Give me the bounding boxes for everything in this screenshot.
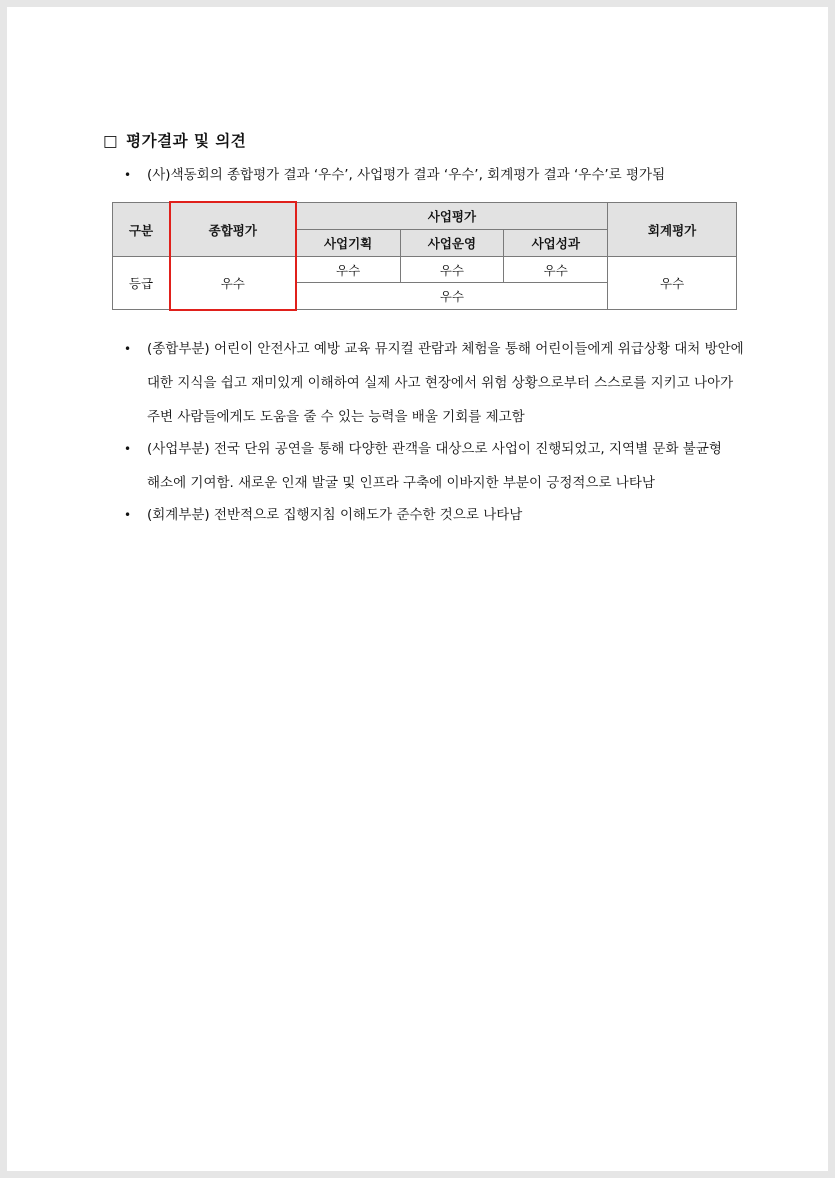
header-category: 구분 <box>113 203 170 257</box>
checkbox-icon: □ <box>103 132 119 150</box>
section-heading <box>103 129 246 151</box>
detail-line: (회계부분) 전반적으로 집행지침 이해도가 준수한 것으로 나타남 <box>147 507 523 523</box>
cell-overall-grade: 우수 <box>169 257 296 310</box>
detail-line: (종합부분) 어린이 안전사고 예방 교육 뮤지컬 관람과 체험을 통해 어린이들에게 위급상황 대처 방안에 <box>147 341 744 357</box>
subheader-planning: 사업기획 <box>296 230 400 257</box>
cell-performance-grade: 우수 <box>504 257 608 283</box>
detail-bullet-overall <box>125 332 745 434</box>
bullet-icon: • <box>124 168 132 182</box>
subheader-operation: 사업운영 <box>400 230 504 257</box>
summary-text: (사)색동회의 종합평가 결과 ‘우수’, 사업평가 결과 ‘우수’, 회계평가 결과 ‘우수’로 평가됨 <box>147 167 666 183</box>
cell-accounting-grade: 우수 <box>608 257 737 310</box>
subheader-performance: 사업성과 <box>504 230 608 257</box>
detail-line: (사업부분) 전국 단위 공연을 통해 다양한 관객을 대상으로 사업이 진행되었고, 지역별 문화 불균형 <box>147 441 722 457</box>
overall-column-highlight <box>169 201 297 311</box>
detail-bullet-project <box>125 432 745 500</box>
section-title: 평가결과 및 의견 <box>126 132 247 150</box>
bullet-icon: • <box>124 442 132 456</box>
detail-line: 대한 지식을 쉽고 재미있게 이해하여 실제 사고 현장에서 위험 상황으로부터 스스로를 지키고 나아가 <box>147 375 734 391</box>
bullet-icon: • <box>124 342 132 356</box>
header-overall: 종합평가 <box>169 203 296 257</box>
cell-project-total-grade: 우수 <box>296 283 607 310</box>
document-page <box>7 7 828 1171</box>
detail-line: 주변 사람들에게도 도움을 줄 수 있는 능력을 배울 기회를 제고함 <box>147 409 525 425</box>
detail-line: 해소에 기여함. 새로운 인재 발굴 및 인프라 구축에 이바지한 부분이 긍정적으로 나타남 <box>147 475 655 491</box>
header-project: 사업평가 <box>296 203 607 230</box>
header-accounting: 회계평가 <box>608 203 737 257</box>
detail-bullet-accounting <box>125 498 745 532</box>
cell-planning-grade: 우수 <box>296 257 400 283</box>
cell-operation-grade: 우수 <box>400 257 504 283</box>
bullet-icon: • <box>124 508 132 522</box>
row-label-grade: 등급 <box>113 257 170 310</box>
summary-bullet <box>125 160 745 190</box>
